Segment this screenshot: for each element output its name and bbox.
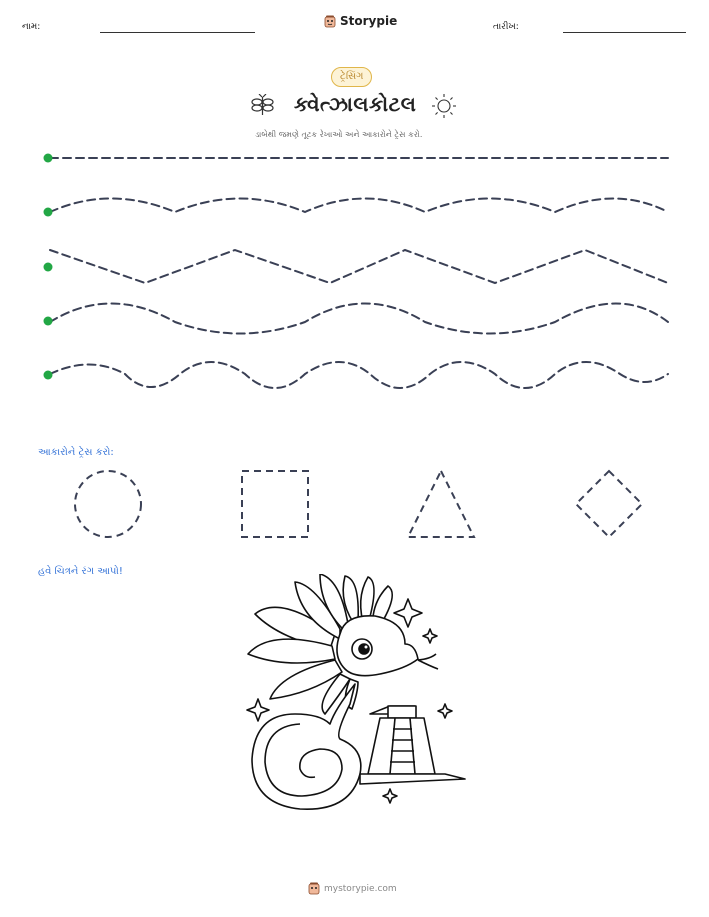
footer <box>308 882 397 895</box>
brand-logo <box>324 14 397 28</box>
start-dot-5 <box>44 371 53 380</box>
start-dot-1 <box>44 154 53 163</box>
page-title: ક્વેત્ઝાલકોટલ <box>294 92 417 116</box>
tracing-line-zigzag[interactable] <box>50 250 668 283</box>
coloring-illustration[interactable] <box>240 574 472 820</box>
date-field-line[interactable] <box>563 32 686 33</box>
trace-diamond[interactable] <box>576 471 642 537</box>
start-dot-3 <box>44 263 53 272</box>
trace-circle[interactable] <box>75 471 141 537</box>
name-field-line[interactable] <box>100 32 255 33</box>
date-label: તારીખ: <box>493 22 519 32</box>
coloring-section-label: હવે ચિત્રને રંગ આપો! <box>38 566 123 577</box>
sun-icon <box>431 93 457 119</box>
dragonfly-icon <box>251 94 277 116</box>
tracing-line-tall-wave[interactable] <box>50 362 668 388</box>
start-dot-2 <box>44 208 53 217</box>
trace-square[interactable] <box>242 471 308 537</box>
tracing-tag: ટ્રેસિંગ <box>331 67 372 87</box>
tracing-line-wave[interactable] <box>50 304 668 334</box>
storypie-logo-icon <box>308 882 320 895</box>
instruction-text: ડાબેથી જમણે તૂટક રેખાઓ અને આકારોને ટ્રેસ કરો. <box>255 130 423 139</box>
shapes-section-label: આકારોને ટ્રેસ કરો: <box>38 447 114 458</box>
brand-name: Storypie <box>340 14 398 28</box>
shapes-area <box>0 460 709 550</box>
storypie-logo-icon <box>324 15 336 28</box>
footer-site[interactable]: mystorypie.com <box>324 883 397 894</box>
tracing-line-soft-wave[interactable] <box>50 199 668 213</box>
tracing-lines-area <box>0 140 709 400</box>
start-dot-4 <box>44 317 53 326</box>
trace-triangle[interactable] <box>408 471 474 537</box>
name-label: નામ: <box>22 22 41 32</box>
